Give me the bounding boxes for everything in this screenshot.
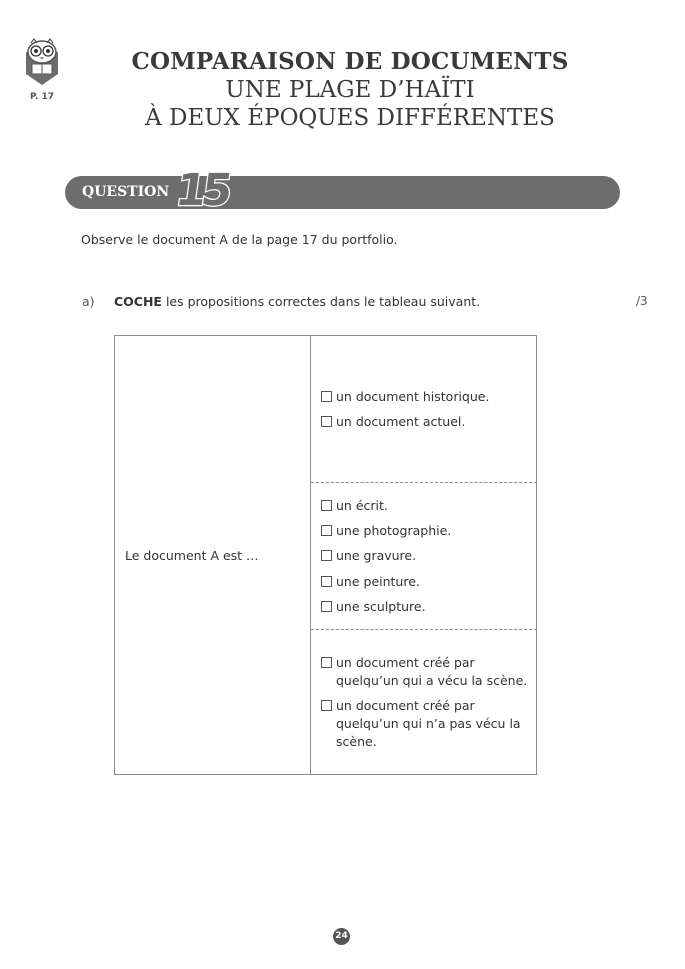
option-a-vecu[interactable]: un document créé par quelqu’un qui a vécu la scène. (321, 654, 527, 690)
question-number: 15 (172, 165, 231, 216)
title-line-2: UNE PLAGE D’HAÏTI (225, 77, 475, 104)
instruction-verb: COCHE (114, 294, 162, 309)
option-ecrit[interactable]: un écrit. (321, 497, 388, 515)
checkbox-icon[interactable] (321, 525, 332, 536)
intro-text: Observe le document A de la page 17 du portfolio. (81, 232, 398, 247)
column-divider (310, 336, 311, 774)
checkbox-icon[interactable] (321, 416, 332, 427)
answer-table (114, 335, 537, 775)
checkbox-icon[interactable] (321, 601, 332, 612)
title-line-3: À DEUX ÉPOQUES DIFFÉRENTES (145, 105, 555, 132)
option-pas-vecu[interactable]: un document créé par quelqu’un qui n’a pas vécu la scène. (321, 697, 521, 751)
checkbox-icon[interactable] (321, 391, 332, 402)
owl-mascot-icon (22, 38, 62, 86)
score-label: /3 (636, 294, 648, 308)
part-instruction (114, 294, 480, 309)
option-historique[interactable]: un document historique. (321, 388, 489, 406)
table-left-label: Le document A est … (125, 548, 259, 563)
dashed-divider (311, 482, 537, 483)
question-label: QUESTION (82, 184, 170, 200)
option-photographie[interactable]: une photographie. (321, 522, 451, 540)
checkbox-icon[interactable] (321, 576, 332, 587)
option-sculpture[interactable]: une sculpture. (321, 598, 426, 616)
option-gravure[interactable]: une gravure. (321, 547, 416, 565)
part-letter: a) (82, 294, 95, 309)
checkbox-icon[interactable] (321, 657, 332, 668)
title-main: COMPARAISON DE DOCUMENTS (131, 48, 569, 75)
option-peinture[interactable]: une peinture. (321, 573, 420, 591)
checkbox-icon[interactable] (321, 500, 332, 511)
option-actuel[interactable]: un document actuel. (321, 413, 465, 431)
checkbox-icon[interactable] (321, 550, 332, 561)
instruction-text: les propositions correctes dans le tableau suivant. (161, 294, 481, 309)
page-reference: P. 17 (30, 92, 55, 102)
page-title (100, 48, 600, 132)
dashed-divider (311, 629, 537, 630)
page-number: 24 (333, 928, 350, 945)
checkbox-icon[interactable] (321, 700, 332, 711)
